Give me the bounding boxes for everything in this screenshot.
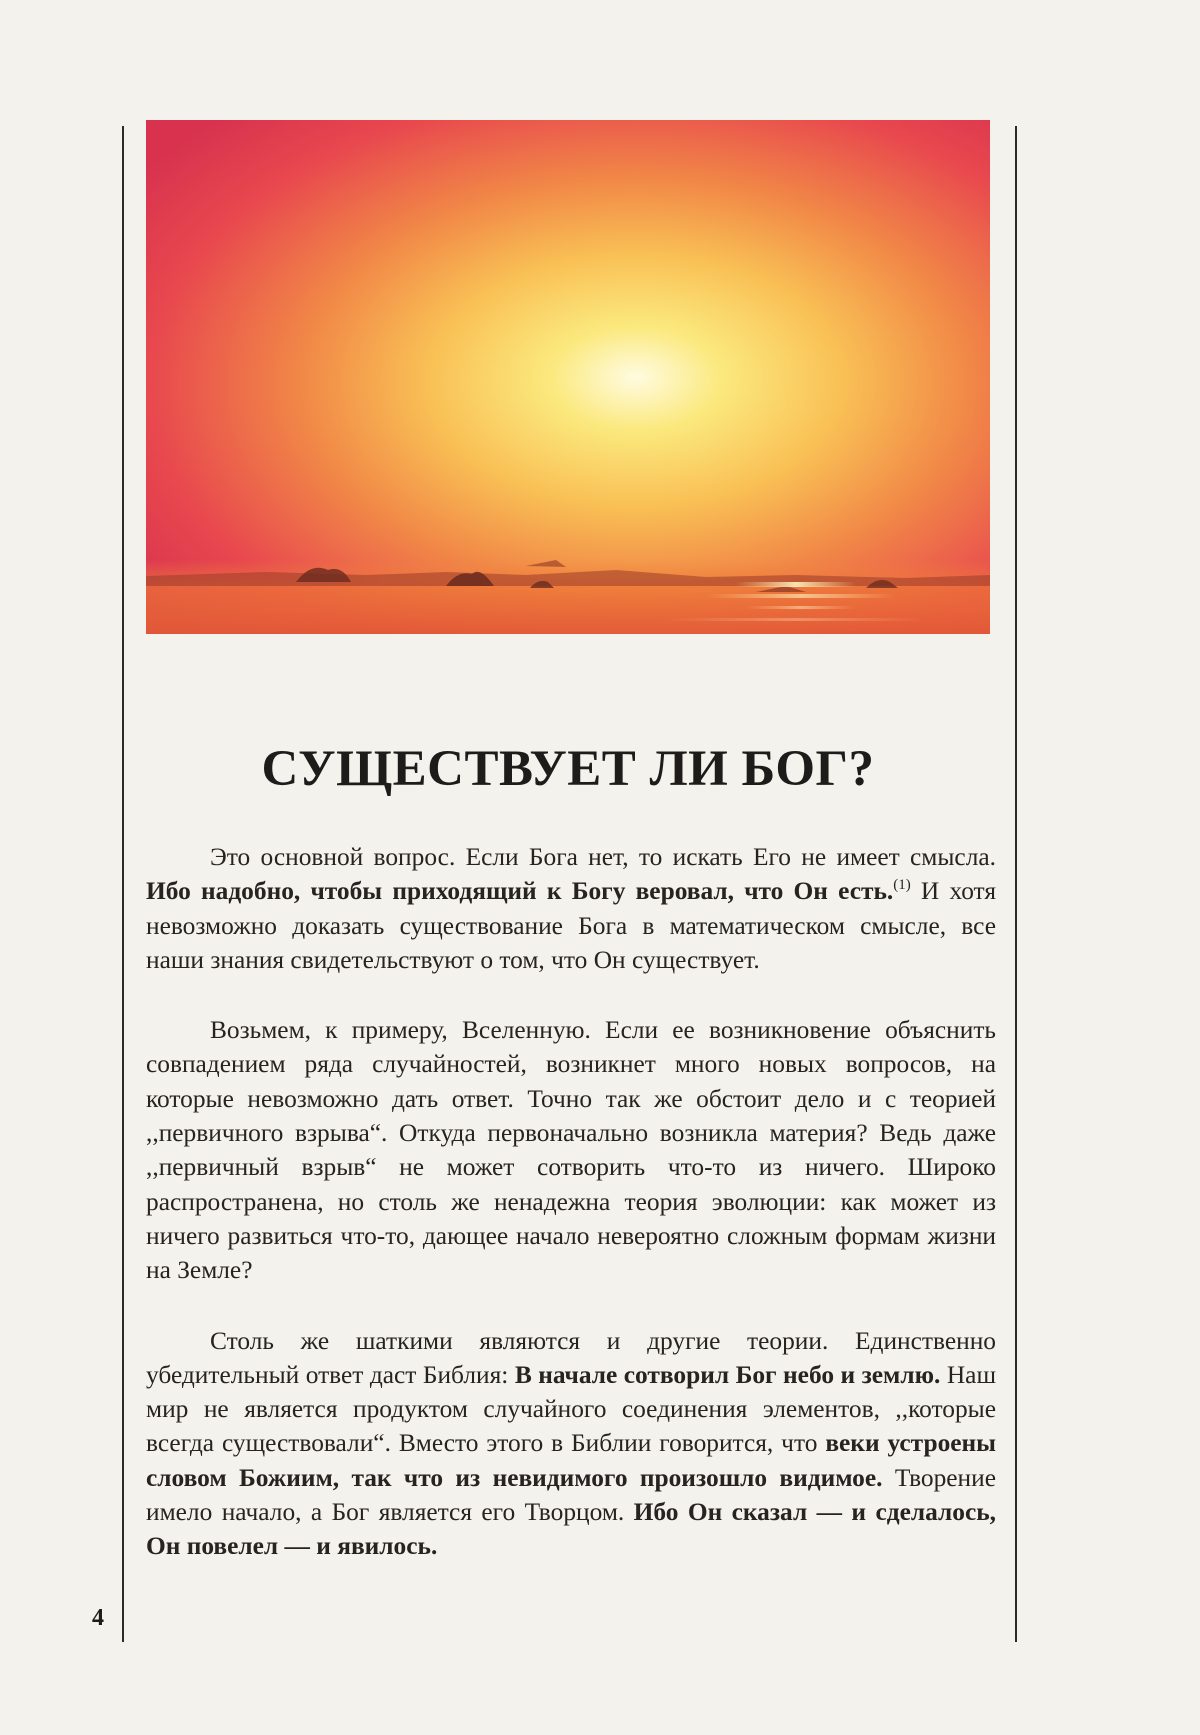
page-number: 4 [92, 1605, 104, 1631]
paragraph-3 [146, 1324, 996, 1564]
paragraph-3-text-3: Творение имело начало, а Бог является его Творцом. [146, 1463, 997, 1527]
paragraph-1-bold-quote: Ибо надобно, чтобы приходящий к Богу веровал, что Он есть. [146, 877, 894, 906]
footnote-marker: (1) [893, 877, 911, 894]
paragraph-3-bold-quote-2: веки устроены словом Божиим, так что из невидимого произошло видимое. [146, 1429, 996, 1492]
paragraph-1-text-2: И хотя невозможно доказать существование Бога в математическом смысле, все наши знания свидетельствуют о том, что Он существует. [146, 877, 997, 974]
page-title: СУЩЕСТВУЕТ ЛИ БОГ? [261, 741, 875, 798]
right-margin-rule [1015, 126, 1017, 1642]
paragraph-3-text-1: Столь же шаткими являются и другие теории. Единственно убедительный ответ даст Библия: [146, 1326, 996, 1389]
paragraph-2-text: Возьмем, к примеру, Вселенную. Если ее возникновение объяснить совпадением ряда случайностей, возникнет много новых вопросов, на которые невозможно дать ответ. Точно так же обстоит дело и с теорией ,,первичного взрыва“. Откуда первоначально возникла материя? Ведь даже ,,первичный взрыв“ не может сотворить что-то из ничего. Широко распространена, но столь же ненадежна теория эволюции: как может из ничего развиться что-то, дающее начало невероятно сложным формам жизни на Земле? [146, 1016, 996, 1285]
paragraph-2 [146, 1013, 996, 1287]
paragraph-3-bold-quote-3: Ибо Он сказал — и сделалось, Он повелел — и явилось. [146, 1498, 996, 1561]
paragraph-1 [146, 840, 996, 977]
sunset-photo [146, 120, 990, 634]
article-body [146, 840, 996, 1600]
paragraph-3-bold-quote-1: В начале сотворил Бог небо и землю. [514, 1360, 941, 1389]
paragraph-1-text-1: Это основной вопрос. Если Бога нет, то искать Его не имеет смысла. [210, 843, 996, 871]
paragraph-3-text-2: Наш мир не является продуктом случайного соединения элементов, ,,которые всегда существовали“. Вместо этого в Библии говорится, что [146, 1360, 996, 1458]
sunset-photo-graphic [146, 120, 990, 634]
left-margin-rule [122, 126, 124, 1642]
